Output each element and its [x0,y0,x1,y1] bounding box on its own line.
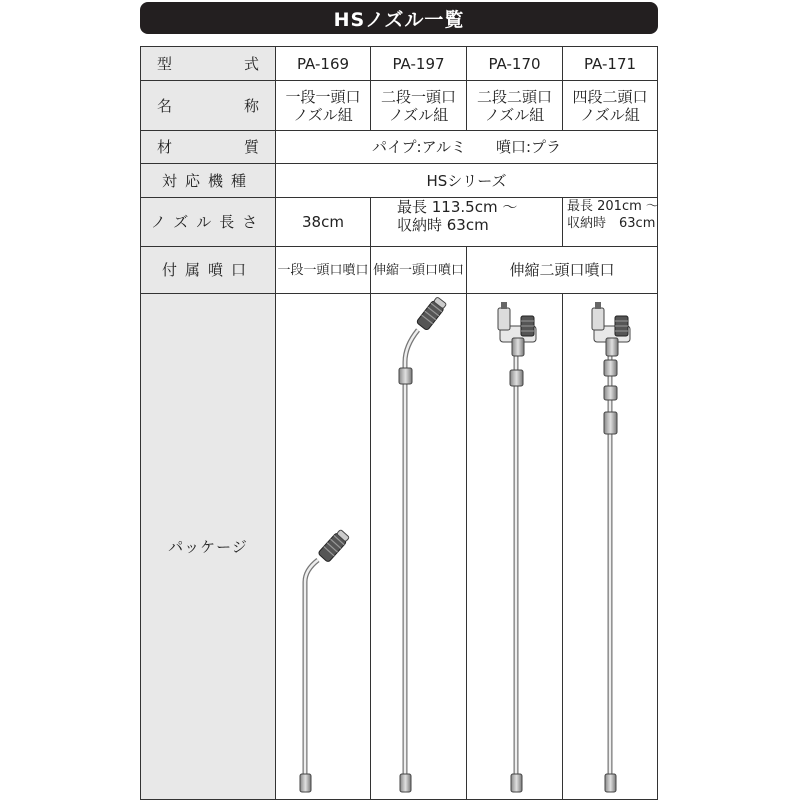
name-line: 一段一頭口 [285,87,361,106]
length-line: 最長 113.5cm 〜 [397,198,518,216]
model-pa197: PA-197 [370,46,467,81]
model-pa170: PA-170 [466,46,563,81]
label-model-2: 式 [243,54,259,73]
accessory-pa170-pa171: 伸縮二頭口噴口 [466,246,658,294]
label-name-2: 称 [243,96,259,115]
four-stage-double-head-nozzle-icon [592,302,630,792]
page-title: HSノズル一覧 [140,2,658,34]
label-material-2: 質 [243,138,259,156]
material-value: パイプ:アルミ 噴口:プラ [275,130,658,164]
name-line: 二段一頭口 [380,87,456,106]
label-accessory: 付属噴口 [140,246,276,294]
accessory-pa169: 一段一頭口噴口 [275,246,371,294]
short-bent-nozzle-icon [300,529,350,792]
label-package: パッケージ [140,293,276,800]
model-pa171: PA-171 [562,46,658,81]
name-line: ノズル組 [580,105,640,124]
length-line: 最長 201cm 〜 [567,199,659,214]
length-line: 収納時 63cm [397,216,489,234]
double-head-nozzle-icon [498,302,536,792]
length-pa169: 38cm [275,197,371,247]
label-length: ノズル長さ [140,197,276,247]
label-model-1: 型 [157,54,173,73]
name-line: ノズル組 [484,105,545,124]
name-line: 二段二頭口 [476,87,552,106]
compatible-value: HSシリーズ [275,163,658,198]
accessory-pa197: 伸縮一頭口噴口 [370,246,467,294]
label-name-1: 名 [157,96,173,115]
name-line: ノズル組 [293,105,353,124]
name-line: 四段二頭口 [572,87,648,106]
length-line: 収納時 63cm [567,216,656,231]
label-material-1: 材 [157,138,173,156]
name-line: ノズル組 [388,105,449,124]
telescopic-bent-nozzle-icon [399,296,447,792]
label-compatible: 対応機種 [140,163,276,198]
model-pa169: PA-169 [275,46,371,81]
